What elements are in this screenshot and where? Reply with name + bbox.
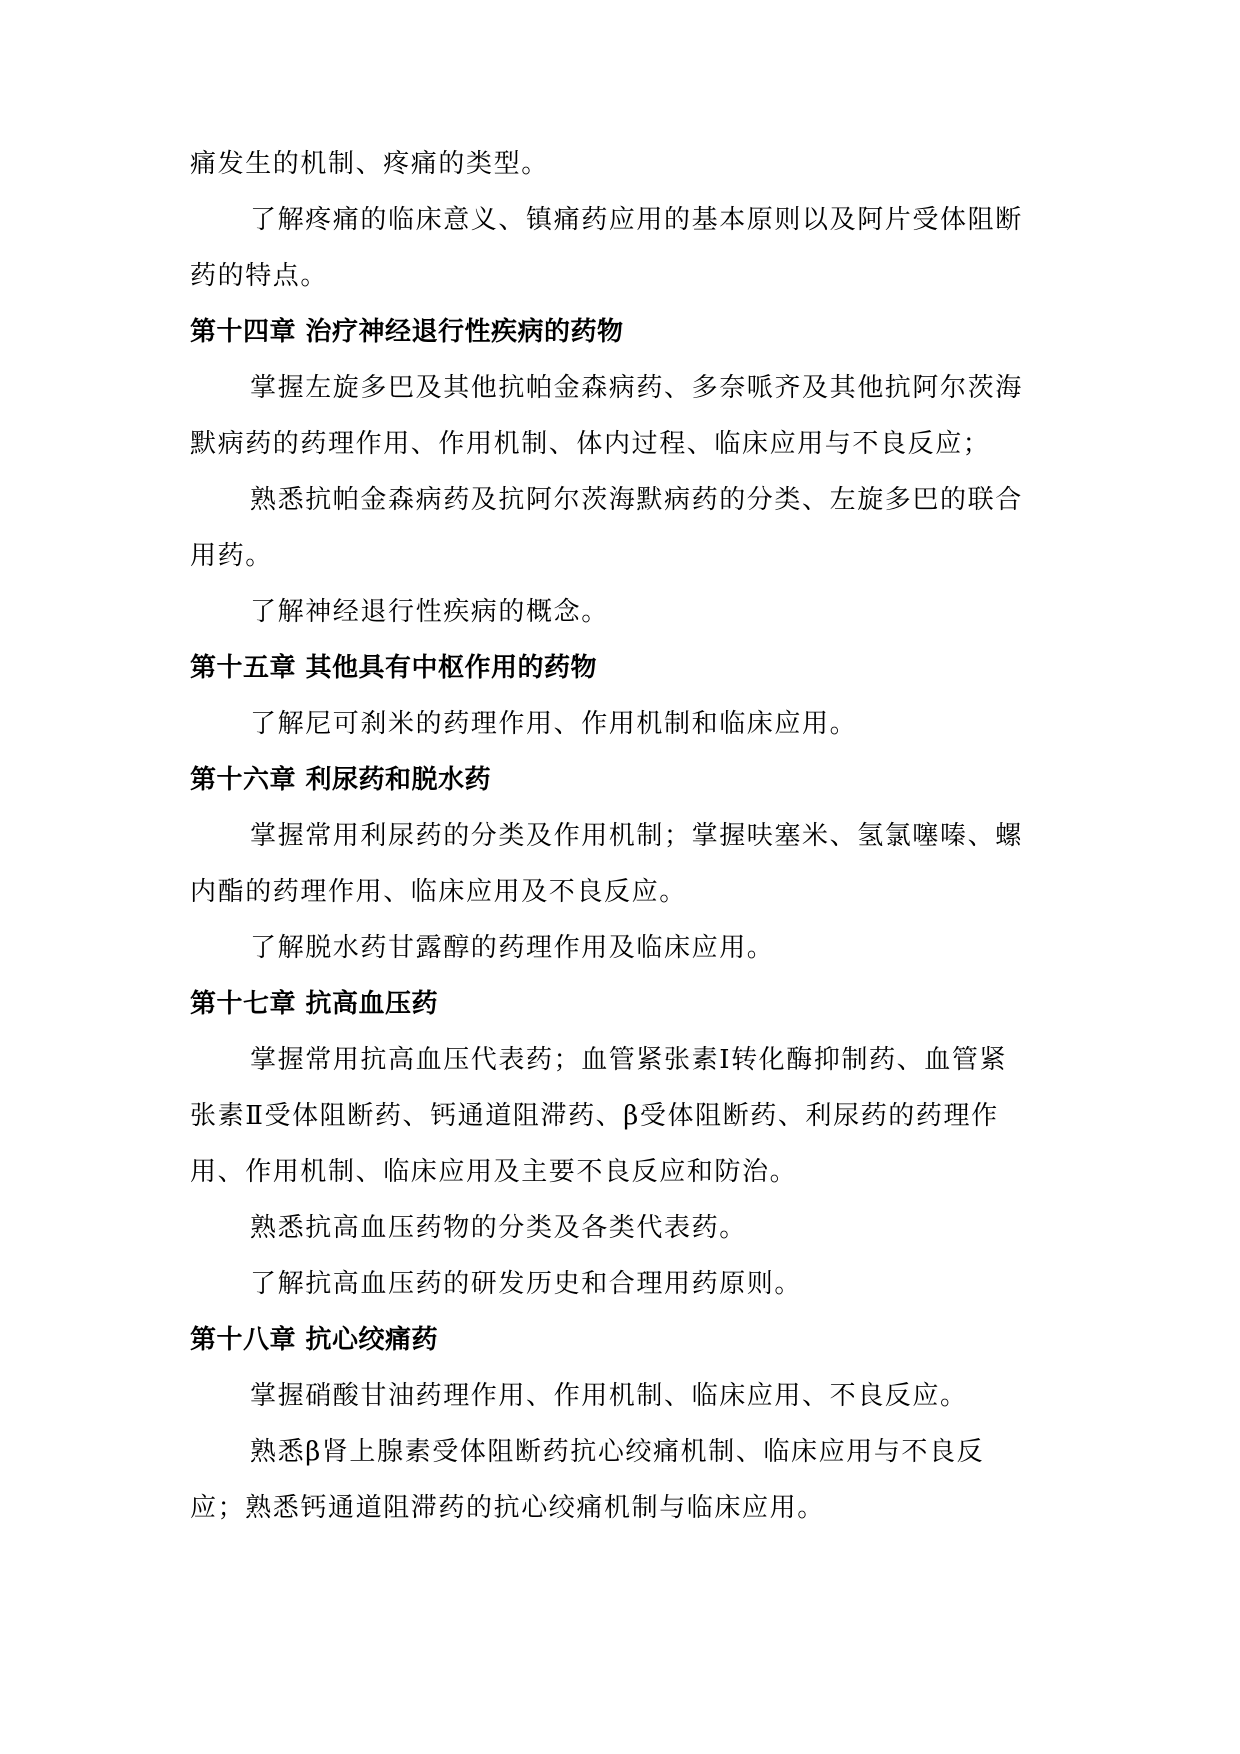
paragraph-line: 了解抗高血压药的研发历史和合理用药原则。: [250, 1269, 803, 1299]
chapter-heading-14: 第十四章 治疗神经退行性疾病的药物: [190, 317, 624, 347]
chapter-heading-18: 第十八章 抗心绞痛药: [190, 1325, 439, 1355]
chapter-heading-15: 第十五章 其他具有中枢作用的药物: [190, 653, 598, 683]
paragraph-line: 了解疼痛的临床意义、镇痛药应用的基本原则以及阿片受体阻断: [250, 205, 1023, 235]
paragraph-line: 药的特点。: [190, 261, 329, 291]
paragraph-line: 掌握左旋多巴及其他抗帕金森病药、多奈哌齐及其他抗阿尔茨海: [250, 373, 1023, 403]
paragraph-line: 了解尼可刹米的药理作用、作用机制和临床应用。: [250, 709, 858, 739]
paragraph-line: 用、作用机制、临床应用及主要不良反应和防治。: [190, 1157, 798, 1187]
paragraph-line: 张素Ⅱ受体阻断药、钙通道阻滞药、β受体阻断药、利尿药的药理作: [190, 1101, 999, 1131]
paragraph-line: 默病药的药理作用、作用机制、体内过程、临床应用与不良反应；: [190, 429, 991, 459]
chapter-heading-17: 第十七章 抗高血压药: [190, 989, 439, 1019]
paragraph-line: 了解神经退行性疾病的概念。: [250, 597, 609, 627]
paragraph-line: 熟悉抗帕金森病药及抗阿尔茨海默病药的分类、左旋多巴的联合: [250, 485, 1023, 515]
paragraph-line: 掌握常用利尿药的分类及作用机制；掌握呋塞米、氢氯噻嗪、螺: [250, 821, 1023, 851]
paragraph-line: 用药。: [190, 541, 273, 571]
paragraph-line: 了解脱水药甘露醇的药理作用及临床应用。: [250, 933, 775, 963]
paragraph-line: 应；熟悉钙通道阻滞药的抗心绞痛机制与临床应用。: [190, 1493, 825, 1523]
paragraph-line: 熟悉抗高血压药物的分类及各类代表药。: [250, 1213, 747, 1243]
chapter-heading-16: 第十六章 利尿药和脱水药: [190, 765, 492, 795]
paragraph-line: 熟悉β肾上腺素受体阻断药抗心绞痛机制、临床应用与不良反: [250, 1437, 985, 1467]
paragraph-line: 掌握常用抗高血压代表药；血管紧张素Ⅰ转化酶抑制药、血管紧: [250, 1045, 1008, 1075]
paragraph-line: 掌握硝酸甘油药理作用、作用机制、临床应用、不良反应。: [250, 1381, 968, 1411]
paragraph-line: 痛发生的机制、疼痛的类型。: [190, 149, 549, 179]
paragraph-line: 内酯的药理作用、临床应用及不良反应。: [190, 877, 687, 907]
